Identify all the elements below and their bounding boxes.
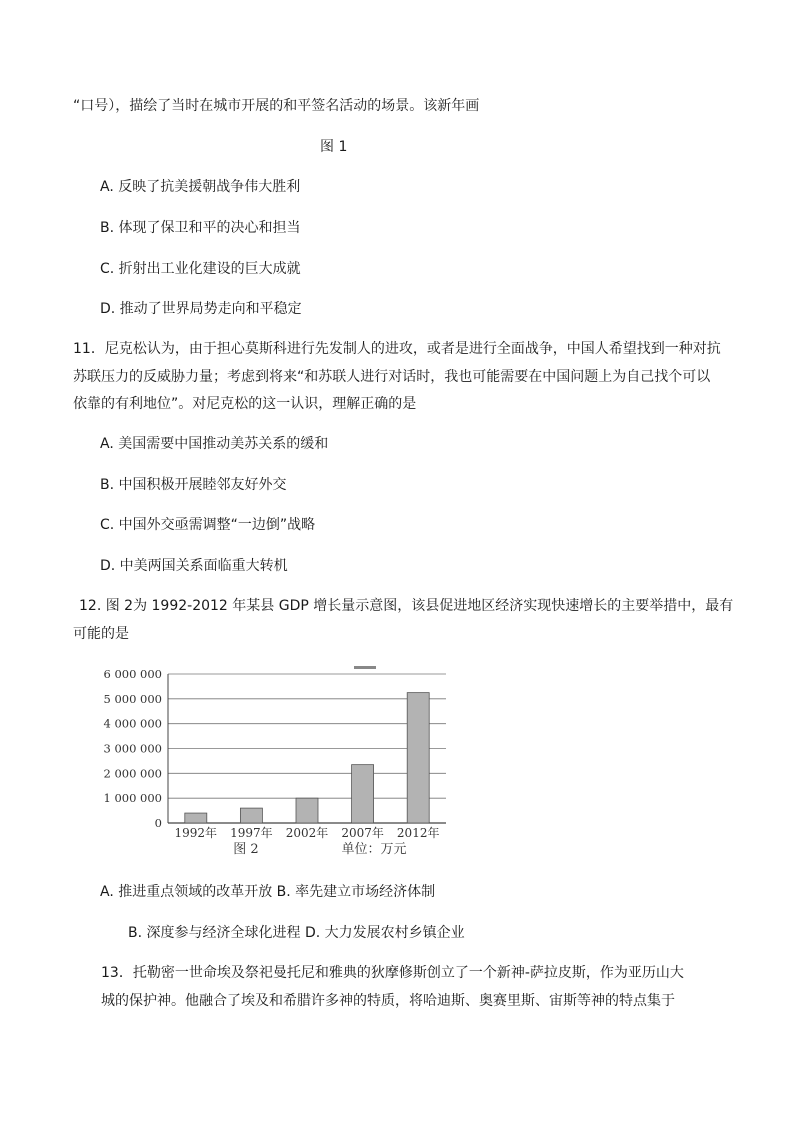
x-tick-label: 2007年 xyxy=(341,826,384,840)
y-tick-label: 6 000 000 xyxy=(103,667,162,681)
y-tick-label: 5 000 000 xyxy=(103,691,162,706)
bar-2012年 xyxy=(407,693,429,823)
q12-options-line-1: A. 推进重点领域的改革开放 B. 率先建立市场经济体制 xyxy=(100,884,436,900)
chart-unit: 单位：万元 xyxy=(341,842,407,857)
x-tick-label: 2012年 xyxy=(396,826,440,840)
bar-1997年 xyxy=(240,808,262,823)
q11-option-a: A. 美国需要中国推动美苏关系的缓和 xyxy=(100,436,329,452)
y-tick-label: 0 xyxy=(154,816,162,830)
y-tick-label: 4 000 000 xyxy=(103,716,162,731)
bar-2007年 xyxy=(352,765,374,823)
bar-2002年 xyxy=(296,798,318,823)
figure-1-caption: 图 1 xyxy=(320,139,348,155)
x-tick-label: 2002年 xyxy=(285,826,329,840)
q12-stem-line-2: 可能的是 xyxy=(73,626,129,642)
q11-stem-line-3: 依靠的有利地位”。对尼克松的这一认识，理解正确的是 xyxy=(73,396,417,412)
q10-option-c: C. 折射出工业化建设的巨大成就 xyxy=(100,261,301,277)
chart-caption: 图 2 xyxy=(233,842,259,857)
q12-options-line-2: B. 深度参与经济全球化进程 D. 大力发展农村乡镇企业 xyxy=(128,925,465,941)
q10-option-b: B. 体现了保卫和平的决心和担当 xyxy=(100,220,301,236)
y-tick-label: 2 000 000 xyxy=(103,766,162,781)
q10-option-d: D. 推动了世界局势走向和平稳定 xyxy=(100,301,302,317)
x-tick-label: 1992年 xyxy=(174,826,218,840)
q11-option-b: B. 中国积极开展睦邻友好外交 xyxy=(100,477,287,493)
q12-stem-line-1: 12. 图 2为 1992-2012 年某县 GDP 增长量示意图，该县促进地区经济实现快速增长的主要举措中，最有 xyxy=(79,598,734,614)
y-tick-label: 3 000 000 xyxy=(103,741,162,756)
q11-stem-line-1: 11．尼克松认为，由于担心莫斯科进行先发制人的进攻，或者是进行全面战争，中国人希望找到一种对抗 xyxy=(73,341,721,357)
q10-option-a: A. 反映了抗美援朝战争伟大胜利 xyxy=(100,179,301,195)
legend-swatch xyxy=(354,666,376,669)
q11-option-d: D. 中美两国关系面临重大转机 xyxy=(100,558,288,574)
q13-stem-line-1: 13．托勒密一世命埃及祭祀曼托尼和雅典的狄摩修斯创立了一个新神-萨拉皮斯，作为亚历山大 xyxy=(101,965,684,981)
gdp-bar-chart xyxy=(98,660,458,860)
q10-stem-tail: “口号），描绘了当时在城市开展的和平签名活动的场景。该新年画 xyxy=(73,98,480,114)
y-tick-label: 1 000 000 xyxy=(103,791,162,806)
q11-stem-line-2: 苏联压力的反威胁力量；考虑到将来“和苏联人进行对话时，我也可能需要在中国问题上为自己找个可以 xyxy=(73,369,711,385)
x-tick-label: 1997年 xyxy=(230,826,273,840)
bar-1992年 xyxy=(185,813,207,823)
q11-option-c: C. 中国外交亟需调整“一边倒”战略 xyxy=(100,517,316,533)
q13-stem-line-2: 城的保护神。他融合了埃及和希腊许多神的特质，将哈迪斯、奥赛里斯、宙斯等神的特点集于 xyxy=(101,993,675,1009)
